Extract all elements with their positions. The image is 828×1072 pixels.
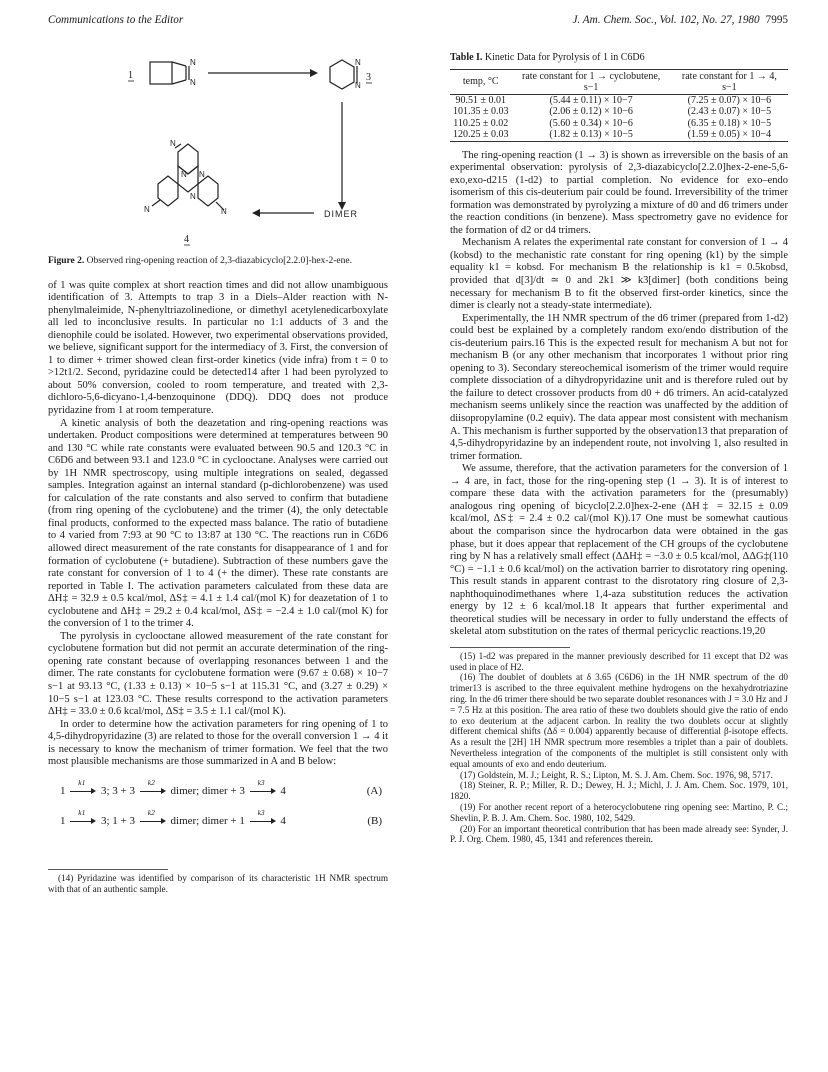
table-row	[450, 94, 788, 106]
table-cell: (5.44 ± 0.11) × 10−7	[549, 94, 633, 106]
table-label: Table I.	[450, 52, 483, 63]
footnote: (18) Steiner, R. P.; Miller, R. D.; Dewey, H. J.; Michl, J. J. Am. Chem. Soc. 1979, 101, 1820.	[450, 780, 788, 802]
scheme-tag: (B)	[367, 814, 382, 827]
figure-2	[48, 52, 388, 250]
mechanism-schemes	[48, 779, 388, 839]
compound-3-ring	[330, 60, 354, 89]
footnote-divider	[48, 869, 168, 870]
compound-4-ring-right	[198, 176, 218, 206]
footnote: (20) For an important theoretical contribution that has been made already see: Synder, J. P. J. Org. Chem. 1980, 45, 1341 and references therein.	[450, 823, 788, 845]
mechanism-b: 1 k1 3; 1 + 3 k2 dimer; dimer + 1 k3 4 (B)	[60, 808, 382, 827]
dimer-label: DIMER	[324, 209, 358, 219]
equilibrium-arrow: k2	[140, 786, 166, 796]
compound-1-label: 1	[128, 70, 133, 81]
body-paragraph: A kinetic analysis of both the deazetation and ring-opening reactions was undertaken. Product compositions were determined at temperatures between 90 and 130 °C while rate constants were evaluated between 90.5 and 120.3 °C in C6D6 and between 93.1 and 123.0 °C in cyclooctane. Analyses were carried out by 1H NMR spectroscopy, using multiple integrations on sealed, degassed samples. Integration against an internal standard (p-dichlorobenzene) was used for calculation of the rate constants and also served to confirm that butadiene (from ring opening of the cyclobutene) and the trimer (4), the only detectable final products, conformed to the expected mass balance. The ratio of butadiene to 4 varied from 7:93 at 90 °C to 13:87 at 130 °C. The reactions run in C6D6 allowed direct measurement of the rate constants for disappearance of 1 and for formation of cyclobutene (+ butadiene). Subtraction of these numbers gave the rate constant for conversion of 1 to 4 (+ the dimer). These rate constants are reported in Table I. The activation parameters calculated from these data are ΔH‡ = 32.9 ± 0.5 kcal/mol, ΔS‡ = 4.1 ± 1.4 cal/(mol K) for deazetation of 1 to cyclobutene and ΔH‡ = 29.2 ± 0.4 kcal/mol, ΔS‡ = −2.4 ± 1.0 cal/(mol K) for the conversion of 1 to the trimer 4.	[48, 417, 388, 630]
svg-text:N: N	[190, 58, 196, 67]
journal-citation	[572, 14, 788, 26]
table-cell: (2.06 ± 0.12) × 10−6	[549, 106, 633, 118]
figure-caption-label: Figure 2.	[48, 256, 85, 266]
table-row	[450, 106, 788, 118]
svg-text:N: N	[144, 205, 150, 214]
table-cell: 120.25 ± 0.03	[453, 129, 509, 141]
table-cell: (1.59 ± 0.05) × 10−4	[687, 129, 772, 141]
arrow-k3: k3	[250, 786, 276, 796]
arrow-k1: k1	[70, 786, 96, 796]
body-paragraph: of 1 was quite complex at short reaction times and did not allow unambiguous identification of 3. Attempts to trap 3 in a Diels–Alder reaction with N-phenylmaleimide, N-phenyltriazolinedione, or dimethyl acetylenedicarboxylate all led to inconclusive results. In particular no 1:1 adducts of 3 and the dienophile could be isolated. However, two experimental observations provided, we believe, significant support for the intermediacy of 3. First, the conversion of 1 to dimer + trimer showed clean first-order kinetics (vide infra) from t = 0 to >12t1/2. Second, pyridazine could be detected14 after 1 had been pyrolyzed to about 50% conversion, cooled to room temperature, and treated with 2,3-dichloro-5,6-dicyano-1,4-benzoquinone (DDQ). DDQ does not produce pyridazine from 1 at room temperature.	[48, 279, 388, 416]
body-paragraph: In order to determine how the activation parameters for ring opening of 1 to 4,5-dihydropyridazine (3) are related to those for the overall conversion 1 → 4 it is necessary to know the mechanism of trimer formation. We feel that the two most plausible mechanisms are those summarized in A and B below:	[48, 718, 388, 768]
equilibrium-arrow: k2	[140, 816, 166, 826]
table-cell: (5.60 ± 0.34) × 10−6	[549, 117, 633, 129]
compound-4-label: 4	[184, 234, 189, 245]
body-paragraph: Mechanism A relates the experimental rate constant for conversion of 1 → 4 (kobsd) to the mechanistic rate constant for ring opening (k1) by the simple equality k1 = kobsd. For mechanism B the relationship is k1 = 0.5kobsd, provided that d[3]/dt ≃ 0 and 2k1 ≫ k3[dimer] (both conditions being necessary for mechanism B to fit the observed first-order kinetics, since the dimer is clearly not a steady-state intermediate).	[450, 237, 788, 312]
compound-3-label: 3	[366, 72, 371, 83]
body-paragraph: The ring-opening reaction (1 → 3) is shown as irreversible on the basis of an experimental observation: pyrolysis of 2,3-diazabicyclo[2.2.0]hex-2-ene-5,6-exo,exo-d215 (1-d2) to partial completion. No evidence for exo–endo isomerism of this cis-deuterium pair could be found. Irreversibility of the trimer formation was demonstrated by pyrolyzing a mixture of d0 and d6 trimers under the reaction conditions (in benzene). Mass spectrometry gave no evidence for the formation of d2 or d4 trimers.	[450, 149, 788, 236]
arrow-k3: k3	[250, 816, 276, 826]
svg-text:N: N	[190, 78, 196, 87]
table-cell: (1.82 ± 0.13) × 10−5	[549, 129, 633, 141]
footnote: (17) Goldstein, M. J.; Leight, R. S.; Lipton, M. S. J. Am. Chem. Soc. 1976, 98, 5717.	[460, 769, 773, 780]
footnote: (16) The doublet of doublets at δ 3.65 (C6D6) in the 1H NMR spectrum of the d0 trimer13 is ascribed to the three equivalent methine hydrogens on the hexahydrotriazine ring. In the d6 trimer there should be two separate doublet resonances with J = 3.0 Hz and J = 7.5 Hz at this position. The area ratio of these two doublets should give the ratio of endo to exo deuterium at the adjacent carbon. In reality the two doublets occur at slightly different chemical shifts (Δδ = 0.004) apparently because of differential β-isotope effects. As a result the [2H] 1H NMR spectrum more resembles a triplet than a pair of doublets. Nevertheless integration of the components of the multiplet is still consistent only with equal amounts of exo and endo deuterium.	[450, 672, 788, 769]
running-header	[48, 14, 788, 28]
table-title	[450, 52, 788, 65]
journal-name: J. Am. Chem. Soc., Vol. 102, No. 27, 1980	[572, 14, 760, 26]
table-cell: (2.43 ± 0.07) × 10−5	[687, 106, 772, 118]
figure-caption	[48, 256, 388, 268]
footnote-divider	[450, 647, 570, 648]
table-title-text: Kinetic Data for Pyrolysis of 1 in C6D6	[484, 52, 645, 63]
table-header-row	[450, 69, 788, 94]
footnote: (14) Pyridazine was identified by comparison of its characteristic 1H NMR spectrum with that of an authentic sample.	[48, 872, 388, 894]
reaction-scheme-drawing	[48, 52, 388, 250]
page-number: 7995	[765, 14, 788, 26]
svg-text:N: N	[355, 58, 361, 67]
svg-text:N: N	[170, 139, 176, 148]
table-cell: 110.25 ± 0.02	[453, 117, 509, 129]
table-row	[450, 118, 788, 130]
svg-text:N: N	[221, 207, 227, 216]
arrow-k1: k1	[70, 816, 96, 826]
body-paragraph: Experimentally, the 1H NMR spectrum of the d6 trimer (prepared from 1-d2) could best be explained by a completely random exo/endo distribution of the cis-deuterium pairs.16 This is the expected result for mechanism A but not for mechanism B (or any other mechanism that incorporates 1 without prior ring opening to 3). Secondary stereochemical isomerism of the trimer would require complete dissociation of a dihydropyridazine unit and is therefore ruled out by the failure to detect crossover products from d0 + d6 trimers. An acid-catalyzed mechanism seems unlikely since the reaction was unaffected by the addition of diisopropylamine (0.2 equiv). The data appear most consistent with mechanism A. This mechanism is further supported by the observation13 that preparation of 4,5-dihydropyridazine by an independent route, not involving 1, also resulted in trimer formation.	[450, 312, 788, 462]
table-cell: 101.35 ± 0.03	[453, 106, 509, 118]
svg-text:N: N	[190, 192, 196, 201]
column-header: rate constant for 1 → 4, s−1	[681, 70, 777, 93]
footnote: (19) For another recent report of a heterocyclobutene ring opening see: Martino, P. C.; Shevlin, P. B. J. Am. Chem. Soc. 1980, 102, 5429.	[450, 802, 788, 823]
section-name: Communications to the Editor	[48, 14, 184, 26]
table-row	[450, 129, 788, 141]
table-cell: (6.35 ± 0.18) × 10−5	[687, 117, 772, 129]
svg-text:N: N	[199, 170, 205, 179]
mechanism-a: 1 k1 3; 3 + 3 k2 dimer; dimer + 3 k3 4 (A)	[60, 778, 382, 797]
footnote: (15) 1-d2 was prepared in the manner previously described for 11 except that D2 was used in place of H2.	[450, 650, 788, 672]
svg-text:N: N	[355, 81, 361, 90]
scheme-tag: (A)	[366, 784, 382, 797]
table-cell: 90.51 ± 0.01	[455, 94, 506, 106]
svg-text:N: N	[181, 170, 187, 179]
figure-caption-text: Observed ring-opening reaction of 2,3-diazabicyclo[2.2.0]-hex-2-ene.	[86, 256, 352, 266]
table-cell: (7.25 ± 0.07) × 10−6	[687, 94, 772, 106]
column-header: temp, °C	[462, 76, 499, 88]
column-header: rate constant for 1 → cyclobutene, s−1	[522, 70, 661, 93]
compound-1-cyclobutane-ring	[150, 62, 172, 84]
right-column	[450, 52, 788, 845]
left-column	[48, 52, 388, 894]
body-paragraph: The pyrolysis in cyclooctane allowed measurement of the rate constant for cyclobutene formation but did not permit an accurate determination of the ring-opening rate constant because of overlapping resonances between 1 and the dimer. The rate constants for cyclobutene formation were (9.67 ± 0.68) × 10−7 s−1 at 93.13 °C, (1.33 ± 0.13) × 10−5 s−1 at 115.31 °C, and (3.27 ± 0.29) × 10−5 s−1 at 123.03 °C. These results correspond to the activation parameters ΔH‡ = 33.0 ± 0.6 kcal/mol, ΔS‡ = 3.5 ± 1.1 cal/(mol K).	[48, 630, 388, 718]
kinetic-data-table	[450, 69, 788, 142]
compound-4-ring-left	[158, 176, 178, 206]
body-paragraph: We assume, therefore, that the activation parameters for the conversion of 1 → 4 are, in fact, those for the ring-opening step (1 → 3). It is of interest to compare these data with the activation parameters for the (presumably) analogous ring opening of bicyclo[2.2.0]hex-2-ene (ΔH‡ = 32.15 ± 0.09 kcal/mol, ΔS‡ = 2.4 ± 0.2 cal/(mol K)).17 One must be somewhat cautious about the comparison since the hydrocarbon data were obtained in the gas phase, but it does appear that replacement of the CH groups of the cyclobutene ring by N has a relatively small effect (ΔΔH‡ = −3.0 ± 0.5 kcal/mol, ΔΔG‡(110 °C) = −1.1 ± 0.6 kcal/mol) on the activation barrier to disrotatory ring opening. This result stands in apparent contrast to the disrotatory ring closure of 2,3-naphthoquinodimethanes where 1,4-aza substitution reduces the activation energy by 12 ± 6 kcal/mol.18 It appears that further experimental and theoretical studies will be necessary in order to fully understand the effects of skeletal atom substitution on the rates of thermal pericyclic reactions.19,20	[450, 463, 788, 638]
